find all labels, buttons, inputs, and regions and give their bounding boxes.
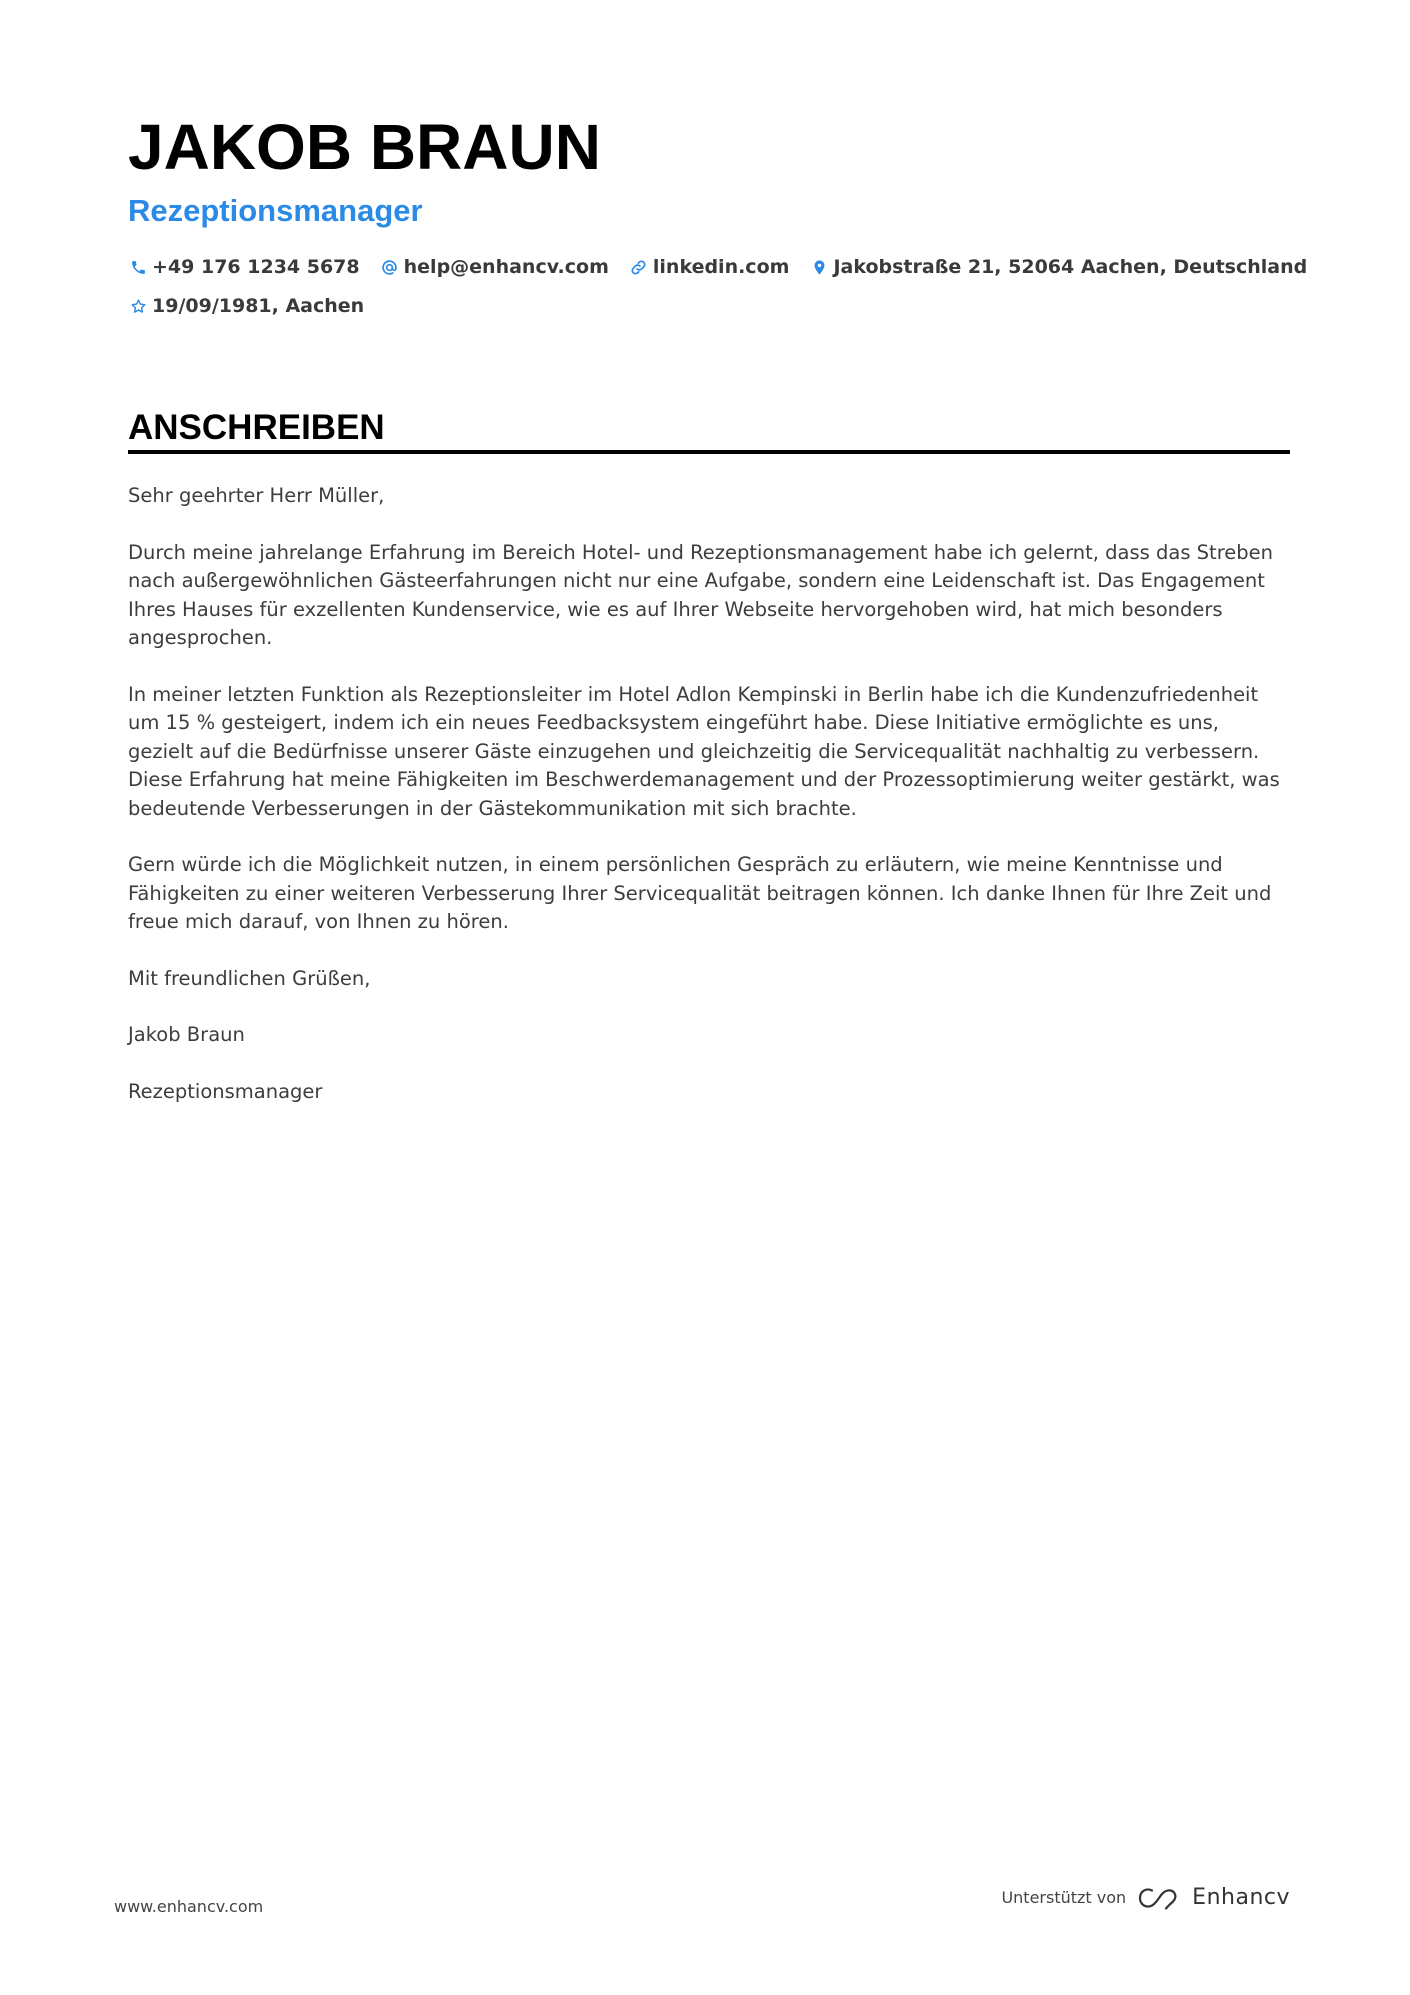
birth-text: 19/09/1981, Aachen <box>152 295 365 317</box>
candidate-role: Rezeptionsmanager <box>128 193 423 228</box>
enhancv-brand: Enhancv <box>1192 1885 1290 1910</box>
location-pin-icon <box>809 257 829 277</box>
contact-row <box>128 254 1327 280</box>
phone-icon <box>128 257 148 277</box>
signature-name: Jakob Braun <box>128 1023 245 1046</box>
contact-phone <box>128 254 360 280</box>
enhancv-logo-icon <box>1138 1885 1182 1911</box>
candidate-name: JAKOB BRAUN <box>128 111 601 183</box>
contact-address <box>809 254 1307 280</box>
section-divider <box>128 450 1290 454</box>
powered-by-text: Unterstützt von <box>1001 1888 1127 1907</box>
section-title: ANSCHREIBEN <box>128 408 385 447</box>
linkedin-text[interactable]: linkedin.com <box>652 256 790 278</box>
address-text: Jakobstraße 21, 52064 Aachen, Deutschland <box>833 256 1308 278</box>
at-icon <box>380 257 400 277</box>
email-text[interactable]: help@enhancv.com <box>403 256 609 278</box>
contact-birth <box>128 293 364 319</box>
footer-powered-by[interactable] <box>1001 1884 1290 1912</box>
letter-paragraph: In meiner letzten Funktion als Rezeptionsleiter im Hotel Adlon Kempinski in Berlin habe ich die Kundenzufriedenheit um 15 % gesteigert, indem ich ein neues Feedbacksystem eingeführt habe. Diese Initiative ermöglichte es uns, gezielt auf die Bedürfnisse unserer Gäste einzugehen und gleichzeitig die Servicequalität nachhaltig zu verbessern. Diese Erfahrung hat meine Fähigkeiten im Beschwerdemanagement und der Prozessoptimierung weiter gestärkt, was bedeutende Verbesserungen in der Gästekommunikation mit sich brachte. <box>128 682 1280 820</box>
star-icon <box>128 296 148 316</box>
letter-paragraph: Durch meine jahrelange Erfahrung im Bereich Hotel- und Rezeptionsmanagement habe ich gelernt, dass das Streben nach außergewöhnlichen Gästeerfahrungen nicht nur eine Aufgabe, sondern eine Leidenschaft ist. Das Engagement Ihres Hauses für exzellenten Kundenservice, wie es auf Ihrer Webseite hervorgehoben wird, hat mich besonders angesprochen. <box>128 540 1274 649</box>
contact-email[interactable] <box>380 254 609 280</box>
letter-salutation: Sehr geehrter Herr Müller, <box>128 484 385 507</box>
letter-closing: Mit freundlichen Grüßen, <box>128 966 371 990</box>
footer-website[interactable]: www.enhancv.com <box>114 1897 264 1916</box>
letter-paragraph: Gern würde ich die Möglichkeit nutzen, in einem persönlichen Gespräch zu erläutern, wie meine Kenntnisse und Fähigkeiten zu einer weiteren Verbesserung Ihrer Servicequalität beitragen können. Ich danke Ihnen für Ihre Zeit und freue mich darauf, von Ihnen zu hören. <box>128 853 1272 933</box>
contact-linkedin[interactable] <box>629 254 790 280</box>
letter-body <box>128 482 1290 1134</box>
phone-text: +49 176 1234 5678 <box>152 256 360 278</box>
signature-role: Rezeptionsmanager <box>128 1079 323 1103</box>
contact-row-secondary <box>128 293 384 319</box>
link-icon <box>629 257 649 277</box>
